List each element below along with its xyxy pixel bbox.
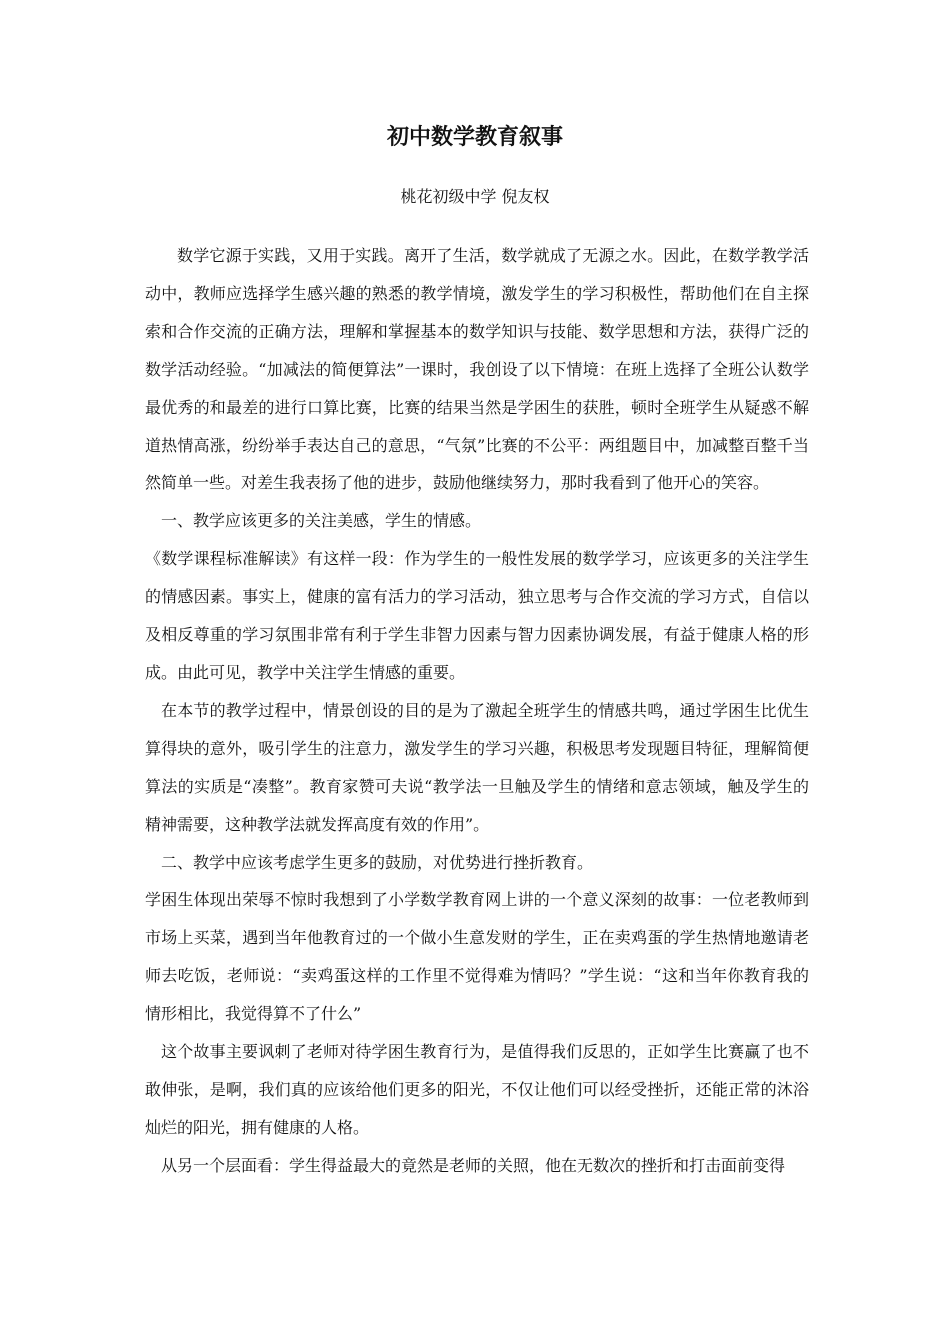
section-heading-1: 一、教学应该更多的关注美感，学生的情感。	[161, 511, 482, 531]
paragraph-reflection: 这个故事主要讽刺了老师对待学困生教育行为，是值得我们反思的，正如学生比赛赢了也不敢伸张，是啊，我们真的应该给他们更多的阳光，不仅让他们可以经受挫折，还能正常的沐浴灿烂的阳光，拥有健康的人格。	[145, 1042, 809, 1137]
paragraph-another-level: 从另一个层面看：学生得益最大的竟然是老师的关照，他在无数次的挫折和打击面前变得	[161, 1155, 786, 1175]
paragraph-teaching-process: 在本节的教学过程中，情景创设的目的是为了激起全班学生的情感共鸣，通过学困生比优生算得块的意外，吸引学生的注意力，激发学生的学习兴趣，积极思考发现题目特征，理解简便算法的实质是“凑整”。教育家赞可夫说“教学法一旦触及学生的情绪和意志领域，触及学生的精神需要，这种教学法就发挥高度有效的作用”。	[145, 700, 809, 834]
paragraph-intro: 数学它源于实践，又用于实践。离开了生活，数学就成了无源之水。因此，在数学教学活动中，教师应选择学生感兴趣的熟悉的教学情境，激发学生的学习积极性，帮助他们在自主探索和合作交流的正确方法，理解和掌握基本的数学知识与技能、数学思想和方法，获得广泛的数学活动经验。“加减法的简便算法”一课时，我创设了以下情境：在班上选择了全班公认数学最优秀的和最差的进行口算比赛，比赛的结果当然是学困生的获胜，顿时全班学生从疑惑不解道热情高涨，纷纷举手表达自己的意思，“气氛”比赛的不公平：两组题目中，加减整百整千当然简单一些。对差生我表扬了他的进步，鼓励他继续努力，那时我看到了他开心的笑容。	[145, 246, 809, 493]
paragraph-story: 学困生体现出荣辱不惊时我想到了小学数学教育网上讲的一个意义深刻的故事：一位老教师到市场上买菜，遇到当年他教育过的一个做小生意发财的学生，正在卖鸡蛋的学生热情地邀请老师去吃饭，老师说：“卖鸡蛋这样的工作里不觉得难为情吗？”学生说：“这和当年你教育我的情形相比，我觉得算不了什么”	[145, 890, 809, 1024]
section-heading-2: 二、教学中应该考虑学生更多的鼓励，对优势进行挫折教育。	[161, 852, 594, 872]
document-title: 初中数学教育叙事	[386, 124, 563, 150]
document-author: 桃花初级中学 倪友权	[400, 187, 550, 206]
document-body	[145, 237, 809, 1185]
paragraph-standards: 《数学课程标准解读》有这样一段：作为学生的一般性发展的数学学习，应该更多的关注学生的情感因素。事实上，健康的富有活力的学习活动，独立思考与合作交流的学习方式，自信以及相反尊重的学习氛围非常有利于学生非智力因素与智力因素协调发展，有益于健康人格的形成。由此可见，教学中关注学生情感的重要。	[145, 549, 809, 682]
